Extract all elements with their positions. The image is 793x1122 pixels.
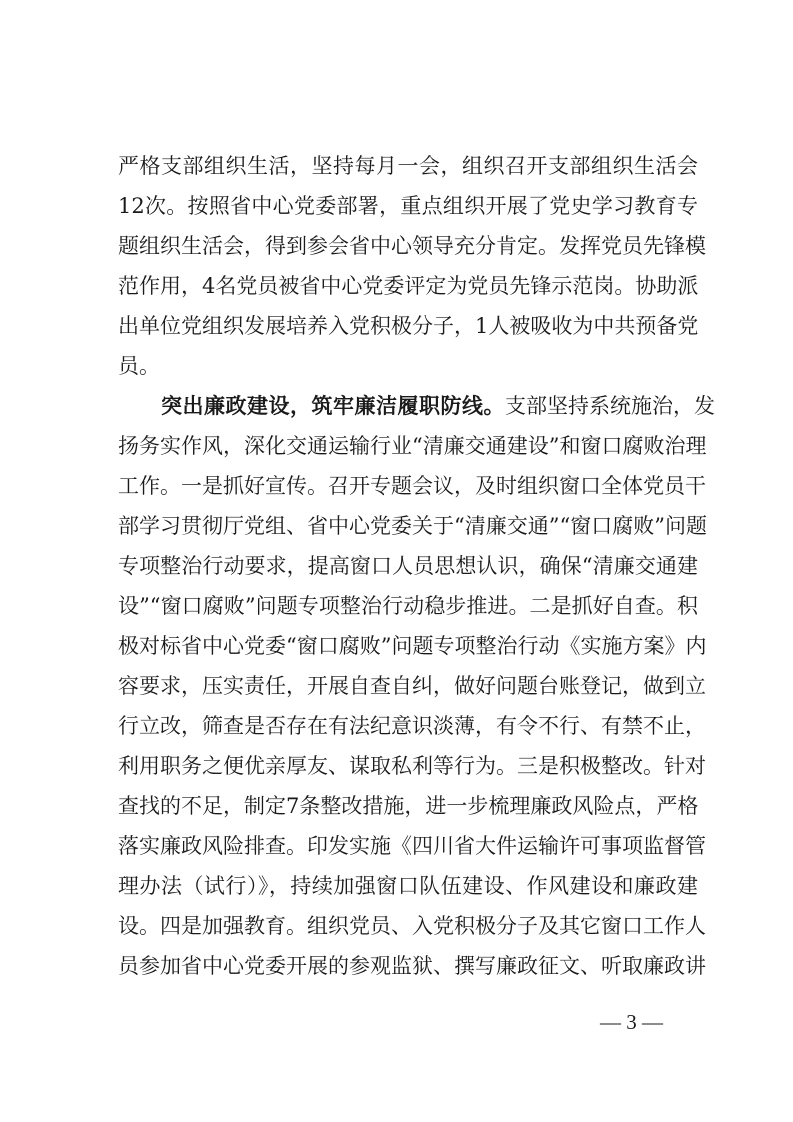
section-heading: 突出廉政建设，筑牢廉洁履职防线。	[161, 393, 505, 418]
paragraph-line: 设”“窗口腐败”问题专项整治行动稳步推进。二是抓好自查。积	[118, 594, 698, 618]
body-text	[118, 146, 715, 986]
paragraph-line: 查找的不足，制定7条整改措施，进一步梳理廉政风险点，严格	[118, 794, 699, 818]
paragraph-line: 工作。一是抓好宣传。召开专题会议，及时组织窗口全体党员干	[118, 474, 706, 498]
paragraph-line: 专项整治行动要求，提高窗口人员思想认识，确保“清廉交通建	[118, 554, 698, 578]
paragraph-first-line	[118, 386, 715, 426]
paragraph-line: 理办法（试行）》，持续加强窗口队伍建设、作风建设和廉政建	[118, 874, 698, 898]
paragraph-line: 行立改，筛查是否存在有法纪意识淡薄，有令不行、有禁不止，	[118, 714, 706, 738]
paragraph-line: 利用职务之便优亲厚友、谋取私利等行为。三是积极整改。针对	[118, 754, 706, 778]
paragraph-line: 员参加省中心党委开展的参观监狱、撰写廉政征文、听取廉政讲	[118, 954, 706, 978]
paragraph-line: 严格支部组织生活，坚持每月一会，组织召开支部组织生活会	[118, 154, 698, 178]
paragraph-line: 部学习贯彻厅党组、省中心党委关于“清廉交通”“窗口腐败”问题	[118, 514, 707, 538]
page-number: — 3 —	[600, 1010, 663, 1034]
paragraph-line: 员。	[118, 354, 160, 378]
paragraph-line: 范作用，4名党员被省中心党委评定为党员先锋示范岗。协助派	[118, 274, 699, 298]
paragraph-line: 题组织生活会，得到参会省中心领导充分肯定。发挥党员先锋模	[118, 234, 706, 258]
paragraph-line: 出单位党组织发展培养入党积极分子，1人被吸收为中共预备党	[118, 314, 699, 338]
paragraph-line: 极对标省中心党委“窗口腐败”问题专项整治行动《实施方案》内	[118, 634, 707, 658]
paragraph-text: 支部坚持系统施治，发	[505, 394, 715, 418]
paragraph-line: 12次。按照省中心党委部署，重点组织开展了党史学习教育专	[118, 194, 698, 218]
paragraph-line: 容要求，压实责任，开展自查自纠，做好问题台账登记，做到立	[118, 674, 706, 698]
paragraph-line: 设。四是加强教育。组织党员、入党积极分子及其它窗口工作人	[118, 914, 706, 938]
paragraph-line: 扬务实作风，深化交通运输行业“清廉交通建设”和窗口腐败治理	[118, 434, 707, 458]
paragraph-line: 落实廉政风险排查。印发实施《四川省大件运输许可事项监督管	[118, 834, 706, 858]
